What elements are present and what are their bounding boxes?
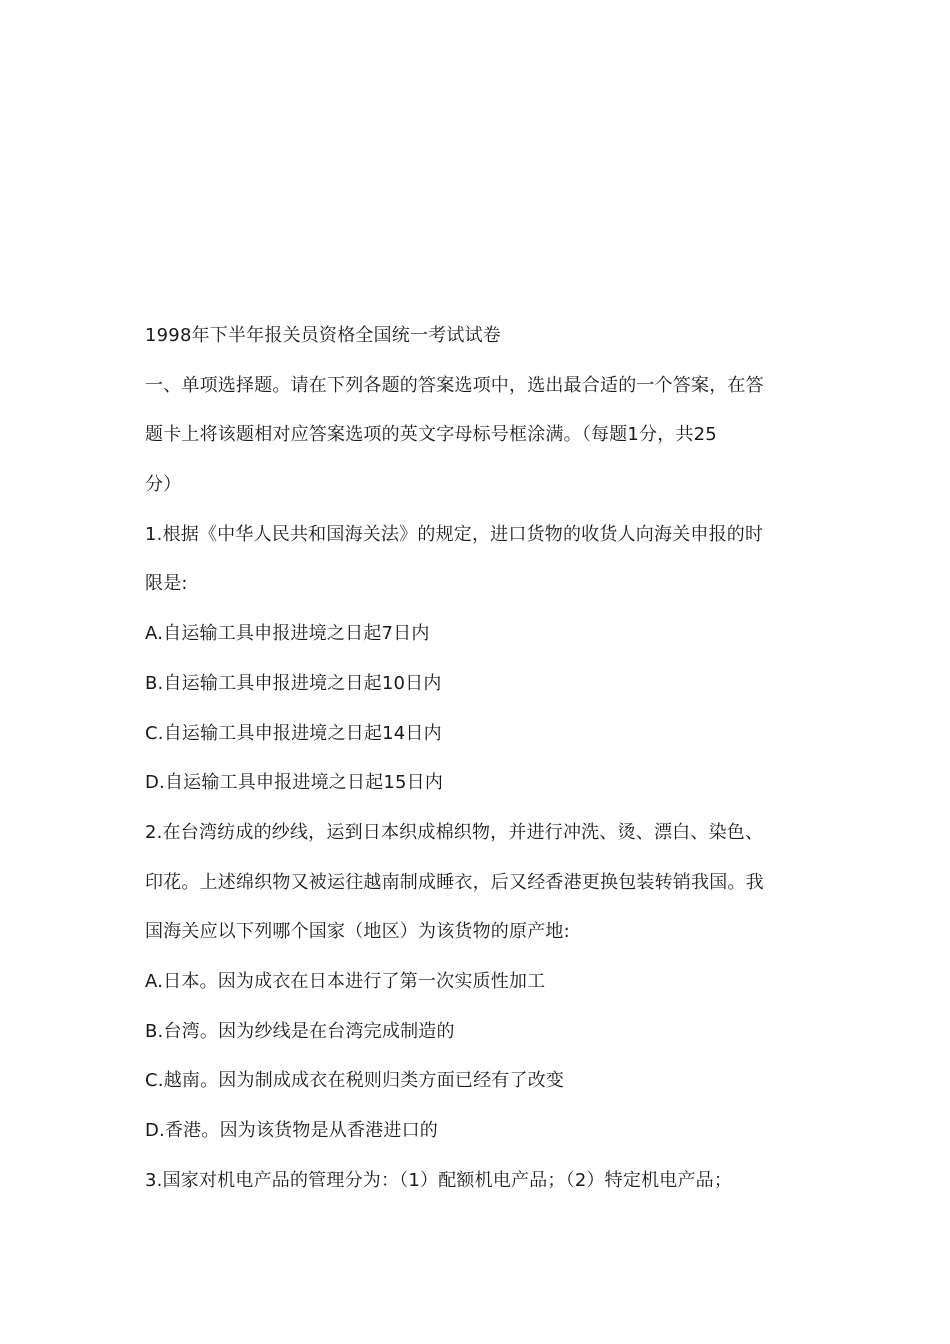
section-intro-line: 一、单项选择题。请在下列各题的答案选项中，选出最合适的一个答案，在答 [145, 374, 764, 396]
question-1-stem-line: 1.根据《中华人民共和国海关法》的规定，进口货物的收货人向海关申报的时 [145, 523, 764, 545]
question-2-option-a: A.日本。因为成衣在日本进行了第一次实质性加工 [145, 970, 546, 992]
section-intro-line: 分） [145, 474, 182, 496]
question-2-stem-line: 国海关应以下列哪个国家（地区）为该货物的原产地: [145, 921, 570, 943]
question-2-stem-line: 印花。上述绵织物又被运往越南制成睡衣，后又经香港更换包装转销我国。我 [145, 871, 764, 893]
question-1-option-c: C.自运输工具申报进境之日起14日内 [145, 722, 442, 744]
question-1-stem-line: 限是: [145, 573, 188, 595]
question-3 [145, 1156, 805, 1206]
question-2-option-b: B.台湾。因为纱线是在台湾完成制造的 [145, 1020, 455, 1042]
question-2 [145, 808, 805, 1156]
question-1-option-b: B.自运输工具申报进境之日起10日内 [145, 672, 442, 694]
question-1-option-a: A.自运输工具申报进境之日起7日内 [145, 623, 430, 645]
question-2-stem-line: 2.在台湾纺成的纱线，运到日本织成棉织物，并进行冲洗、烫、漂白、染色、 [145, 821, 764, 843]
section-intro-line: 题卡上将该题相对应答案选项的英文字母标号框涂满。（每题1分，共25 [145, 424, 717, 446]
question-1-option-d: D.自运输工具申报进境之日起15日内 [145, 772, 444, 794]
question-2-option-d: D.香港。因为该货物是从香港进口的 [145, 1120, 438, 1141]
question-1 [145, 510, 805, 808]
document-title: 1998年下半年报关员资格全国统一考试试卷 [145, 325, 502, 346]
question-3-stem-line: 3.国家对机电产品的管理分为：（1）配额机电产品；（2）特定机电产品； [145, 1169, 733, 1191]
document-body [145, 311, 805, 1205]
section-intro [145, 361, 805, 510]
question-2-option-c: C.越南。因为制成成衣在税则归类方面已经有了改变 [145, 1070, 565, 1092]
